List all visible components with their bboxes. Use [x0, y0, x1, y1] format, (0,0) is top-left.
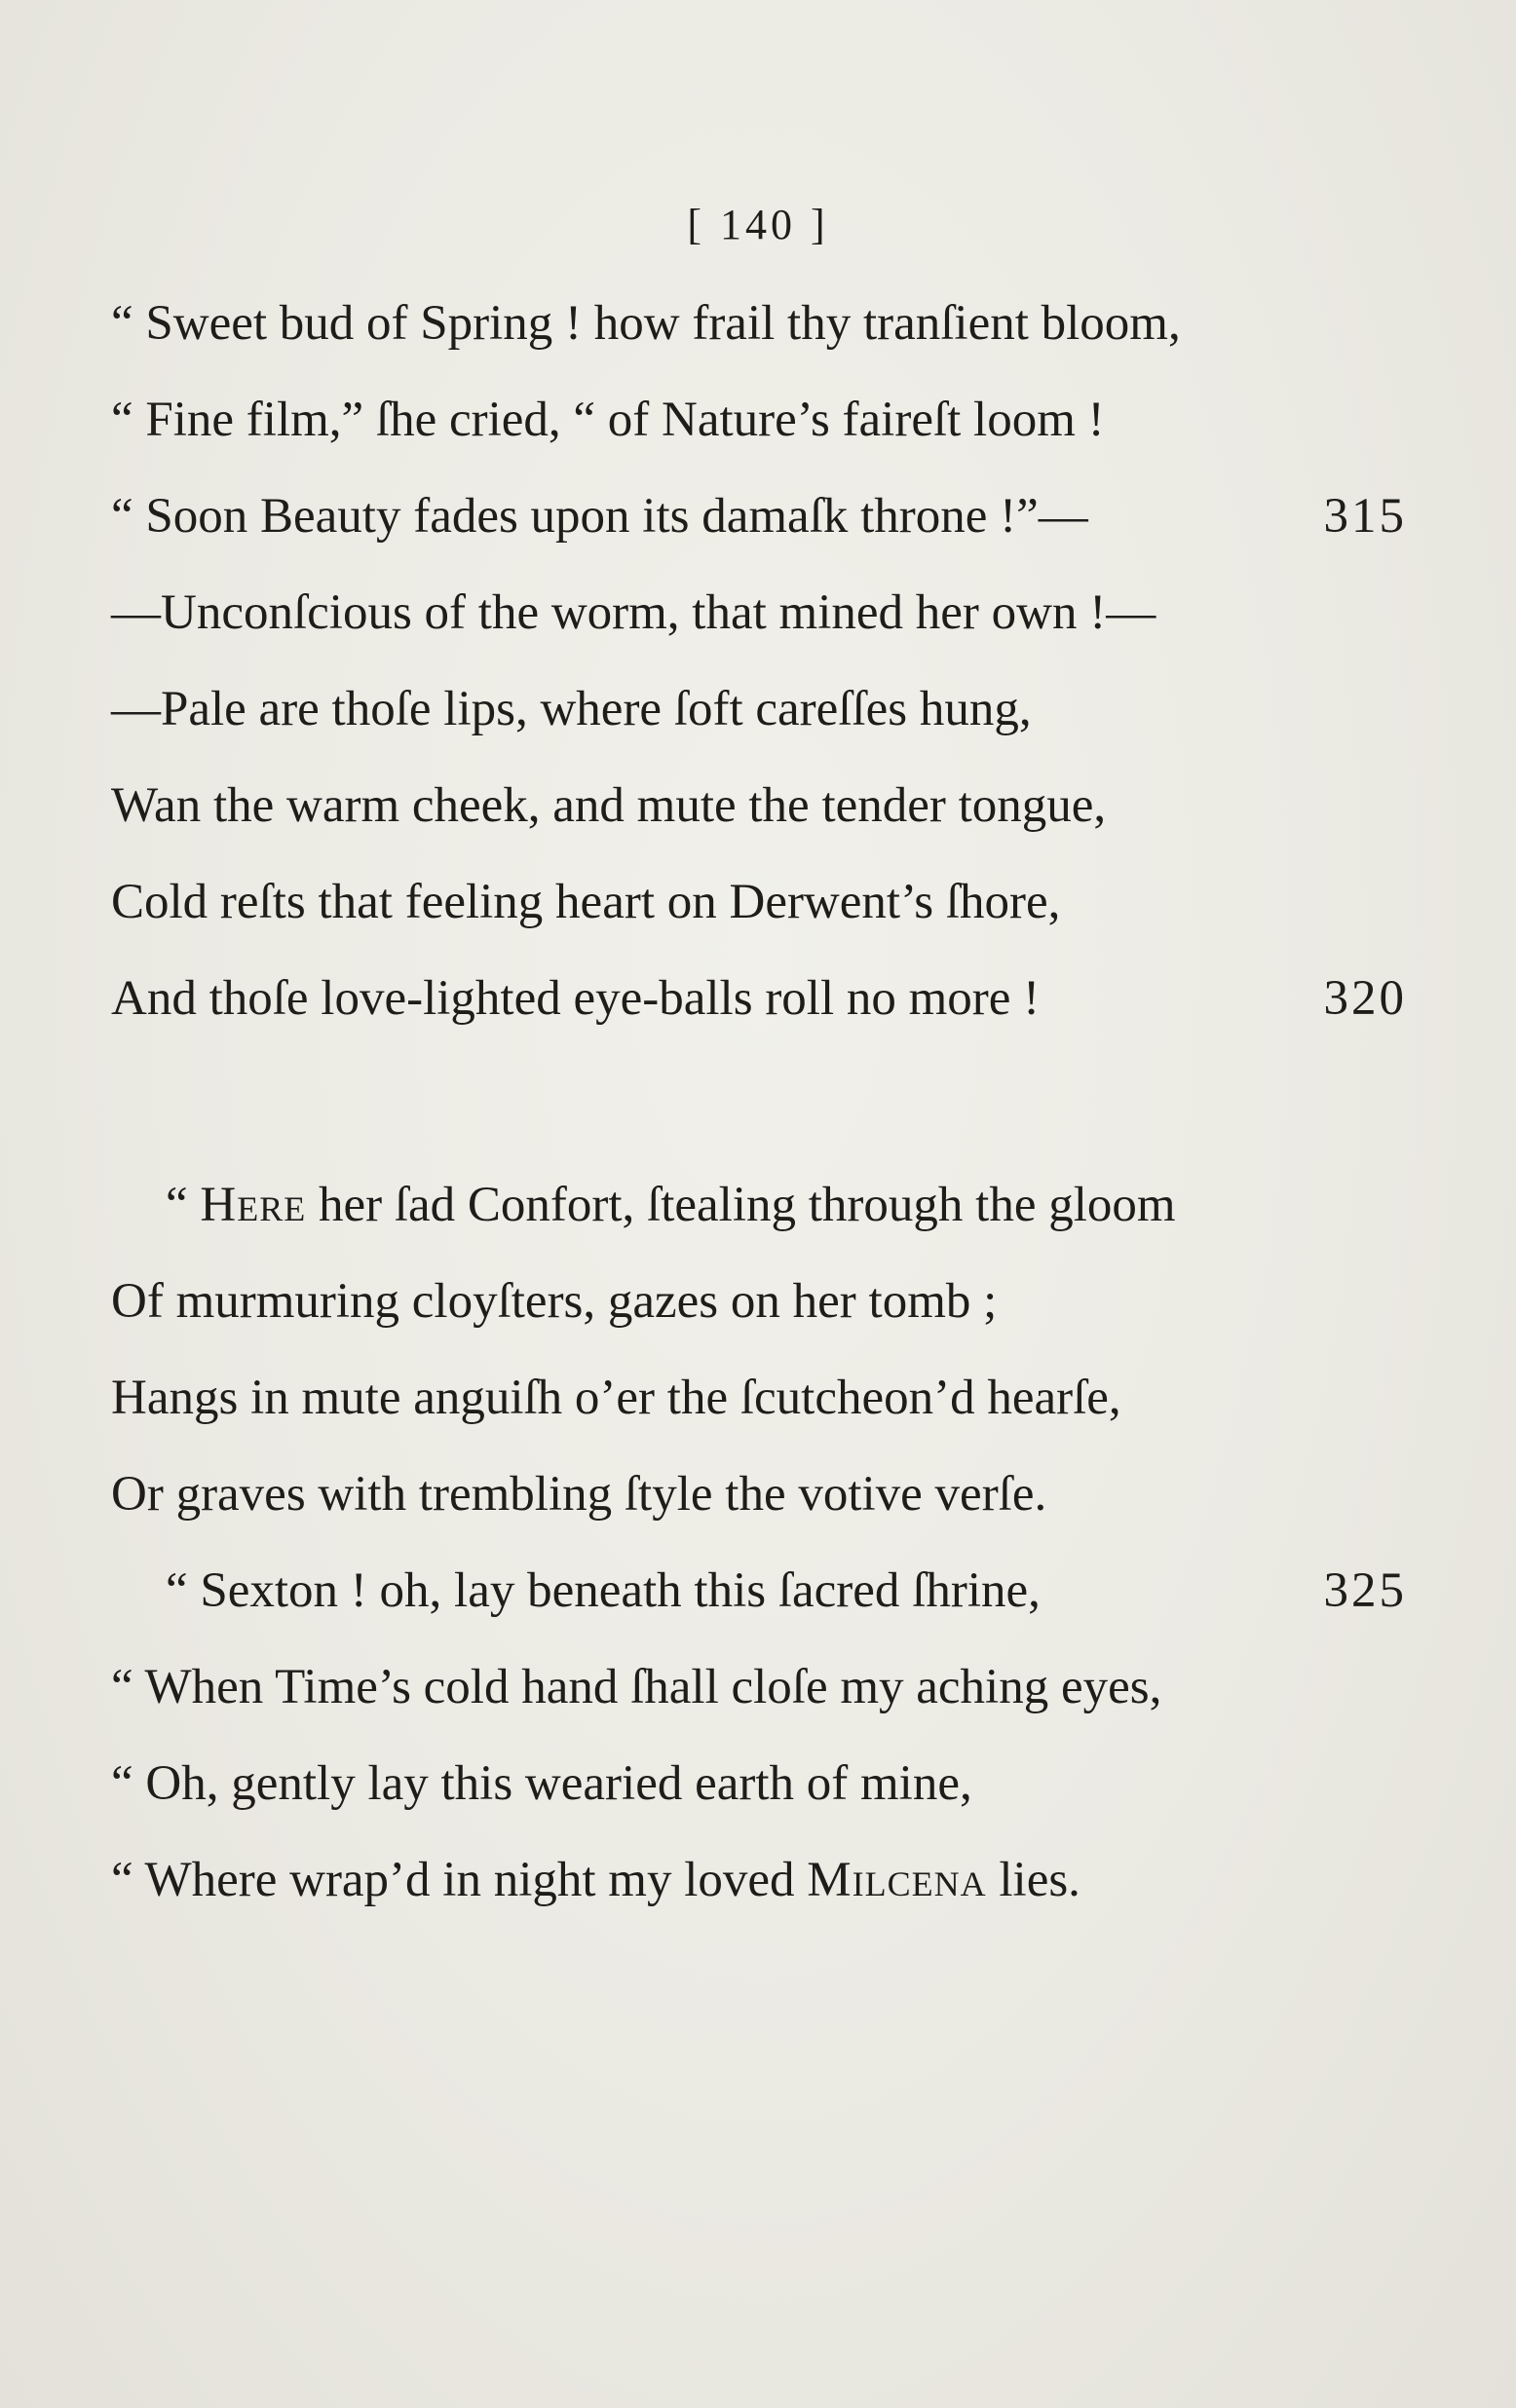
verse-line [111, 1736, 1407, 1832]
verse-line-text: “ Oh, gently lay this wearied earth of mine, [111, 1756, 972, 1811]
quote-mark: “ [166, 1178, 201, 1232]
verse-line-text: And thoſe love-lighted eye-balls roll no more ! [111, 971, 1041, 1026]
verse-line-text: “ When Time’s cold hand ſhall cloſe my aching eyes, [111, 1660, 1162, 1714]
stanza-two [111, 1157, 1407, 1929]
verse-line-text: Of murmuring cloyſters, gazes on her tomb ; [111, 1274, 998, 1329]
verse-line-text [111, 1178, 1176, 1232]
small-caps-name: Milcena [807, 1853, 987, 1907]
verse-line [111, 469, 1407, 565]
verse-line-text: “ Sweet bud of Spring ! how frail thy tranſient bloom, [111, 296, 1181, 351]
verse-line [111, 951, 1407, 1047]
verse-line-text: —Unconſcious of the worm, that mined her own !— [111, 585, 1156, 640]
verse-line-text: “ Soon Beauty fades upon its damaſk throne !”— [111, 489, 1088, 544]
verse-line [111, 1832, 1407, 1929]
stanza-one [111, 276, 1407, 1047]
verse-line [111, 1639, 1407, 1736]
verse-line-text: “ Sexton ! oh, lay beneath this ſacred ſhrine, [166, 1563, 1041, 1618]
small-caps-word: Here [200, 1178, 307, 1232]
verse-line-before: “ Where wrap’d in night my loved [111, 1853, 808, 1907]
verse-line [111, 661, 1407, 758]
line-number: 325 [1323, 1563, 1407, 1618]
verse-line-text: “ Fine film,” ſhe cried, “ of Nature’s faireſt loom ! [111, 393, 1105, 447]
verse-line [111, 758, 1407, 854]
verse-line-text: Wan the warm cheek, and mute the tender tongue, [111, 778, 1107, 833]
verse-line [111, 1350, 1407, 1447]
line-number: 320 [1323, 971, 1407, 1026]
verse-line [111, 1157, 1407, 1254]
verse-line-text: Hangs in mute anguiſh o’er the ſcutcheon’d hearſe, [111, 1371, 1121, 1425]
verse-line [111, 854, 1407, 951]
page-header: [ 140 ] [687, 201, 829, 248]
verse-line-text: —Pale are thoſe lips, where ſoft careſſes hung, [111, 682, 1032, 736]
verse-line [111, 372, 1407, 469]
verse-line [111, 1254, 1407, 1350]
verse-line [111, 1543, 1407, 1639]
line-number: 315 [1323, 489, 1407, 544]
verse-line-text [111, 1853, 1080, 1907]
verse-line-text: Cold reſts that feeling heart on Derwent’s ſhore, [111, 875, 1061, 929]
verse-line [111, 276, 1407, 372]
verse-line [111, 565, 1407, 661]
verse-line-after: lies. [986, 1853, 1080, 1907]
verse-line-text: Or graves with trembling ſtyle the votive verſe. [111, 1467, 1047, 1522]
show-through-text [1464, 244, 1477, 301]
verse-line-rest: her ſad Confort, ſtealing through the gloom [306, 1178, 1176, 1232]
verse-line [111, 1447, 1407, 1543]
